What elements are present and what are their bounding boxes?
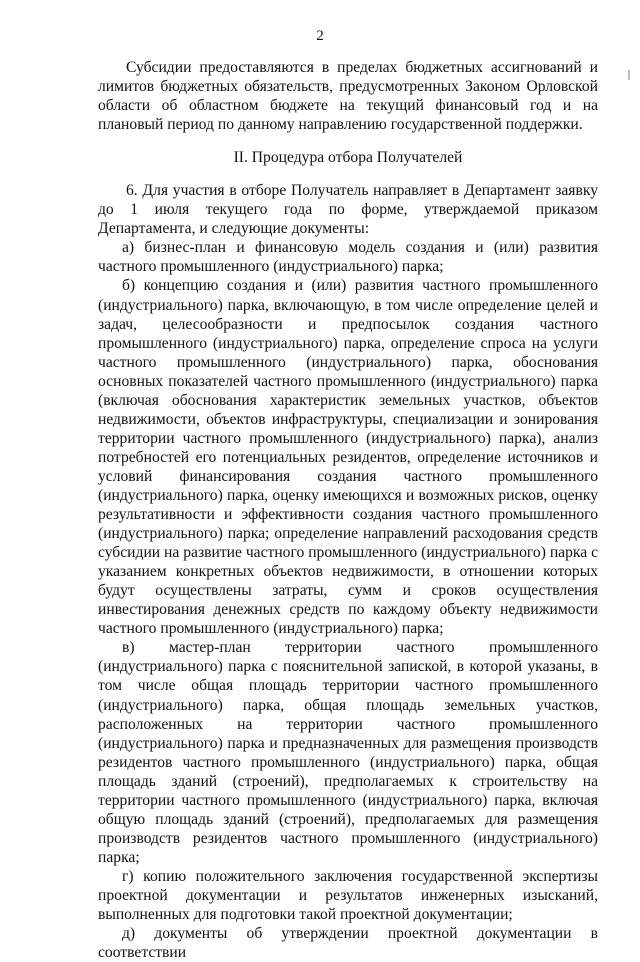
paragraph-6: 6. Для участия в отборе Получатель направляет в Департамент заявку до 1 июля текущего года по форме, утверждаемой приказом Департамента, и следующие документы: [98,182,598,238]
scan-artifact [628,70,630,80]
document-body [98,58,598,962]
section-heading: II. Процедура отбора Получателей [233,149,463,167]
page-number: 2 [316,28,324,44]
item-a: а) бизнес-план и финансовую модель создания и (или) развития частного промышленного (индустриального) парка; [98,239,598,276]
item-d: д) документы об утверждении проектной документации в соответствии [98,925,598,962]
paragraph-subsidies: Субсидии предоставляются в пределах бюджетных ассигнований и лимитов бюджетных обязательств, предусмотренных Законом Орловской области об областном бюджете на текущий финансовый год и на плановый период по данному направлению государственной поддержки. [98,59,598,134]
item-b: б) концепцию создания и (или) развития частного промышленного (индустриального) парка, включающую, в том числе определение целей и задач, целесообразности и предпосылок создания частного промышленного (индустриального) парка, определение спроса на услуги частного промышленного (индустриального) парка, обоснования основных показателей частного промышленного (индустриального) парка (включая обоснования характеристик земельных участков, объектов недвижимости, объектов инфраструктуры, специализации и зонирования территории частного промышленного (индустриального) парка), анализ потребностей его потенциальных резидентов, определение источников и условий финансирования создания частного промышленного (индустриального) парка, оценку имеющихся и возможных рисков, оценку результативности и эффективности создания частного промышленного (индустриального) парка; определение направлений расходования средств субсидии на развитие частного промышленного (индустриального) парка с указанием конкретных объектов недвижимости, в отношении которых будут осуществлены затраты, сумм и сроков осуществления инвестирования денежных средств по каждому объекту недвижимости частного промышленного (индустриального) парка; [98,277,598,638]
item-g: г) копию положительного заключения государственной экспертизы проектной документации и результатов инженерных изысканий, выполненных для подготовки такой проектной документации; [98,867,598,924]
item-v: в) мастер-план территории частного промышленного (индустриального) парка с пояснительной запиской, в которой указаны, в том числе общая площадь территории частного промышленного (индустриального) парка, общая площадь земельных участков, расположенных на территории частного промышленного (индустриального) парка и предназначенных для размещения производств резидентов частного промышленного (индустриального) парка, общая площадь зданий (строений), предполагаемых к строительству на территории частного промышленного (индустриального) парка, включая общую площадь зданий (строений), предполагаемых для размещения производств резидентов частного промышленного (индустриального) парка; [98,639,598,866]
